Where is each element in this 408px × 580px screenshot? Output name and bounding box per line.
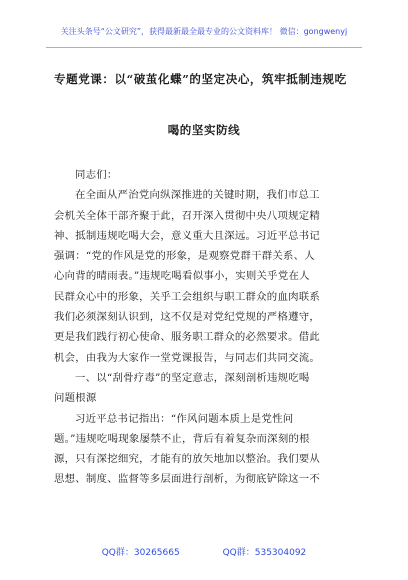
- document-title-line-2: 喝的坚实防线: [167, 123, 241, 137]
- page-header-banner: 关注头条号“公文研究”，获得最新最全最专业的公文资料库！ 微信：gongwenyj: [60, 27, 348, 36]
- body-line: 源，只有深挖细究，才能有的放矢地加以整治。我们要从: [54, 453, 321, 466]
- body-line: 习近平总书记指出：“作风问题本质上是党性问: [75, 412, 294, 425]
- section-heading: 一、以“刮骨疗毒”的坚定意志，深刻剖析违规吃喝: [75, 371, 310, 384]
- footer-qq-group-2: QQ群：535304092: [222, 548, 307, 558]
- page-footer: [0, 545, 408, 558]
- document-title-line-1: 专题党课：以“破茧化蝶”的坚定决心，筑牢抵制违规吃: [54, 72, 347, 86]
- footer-qq-group-1: QQ群：30265665: [101, 548, 180, 558]
- body-line: 题。”违规吃喝现象屡禁不止，背后有着复杂而深刻的根: [54, 432, 310, 445]
- body-line: 机会，由我为大家作一堂党课报告，与同志们共同交流。: [54, 351, 321, 364]
- header-divider: [46, 47, 362, 48]
- body-line: 民群众心中的形象，关乎工会组织与职工群众的血肉联系: [54, 290, 321, 303]
- section-heading-cont: 问题根源: [54, 392, 97, 405]
- body-line: 心向背的晴雨表。”违规吃喝看似事小，实则关乎党在人: [54, 270, 310, 283]
- document-body: [54, 165, 356, 490]
- body-line: 神、抵制违规吃喝大会，意义重大且深远。习近平总书记: [54, 229, 321, 242]
- body-line: 在全面从严治党向纵深推进的关键时期，我们市总工: [75, 189, 320, 202]
- body-line: 会机关全体干部齐聚于此，召开深入贯彻中央八项规定精: [54, 209, 321, 222]
- body-line: 我们必须深刻认识到，这不仅是对党纪党规的严格遵守，: [54, 311, 321, 324]
- body-line: 强调：“党的作风是党的形象，是观察党群干群关系、人: [54, 250, 315, 263]
- body-line: 更是我们践行初心使命、服务职工群众的必然要求。借此: [54, 331, 321, 344]
- greeting: 同志们：: [75, 169, 118, 181]
- body-line: 思想、制度、监督等多层面进行剖析，为彻底铲除这一不: [54, 473, 321, 486]
